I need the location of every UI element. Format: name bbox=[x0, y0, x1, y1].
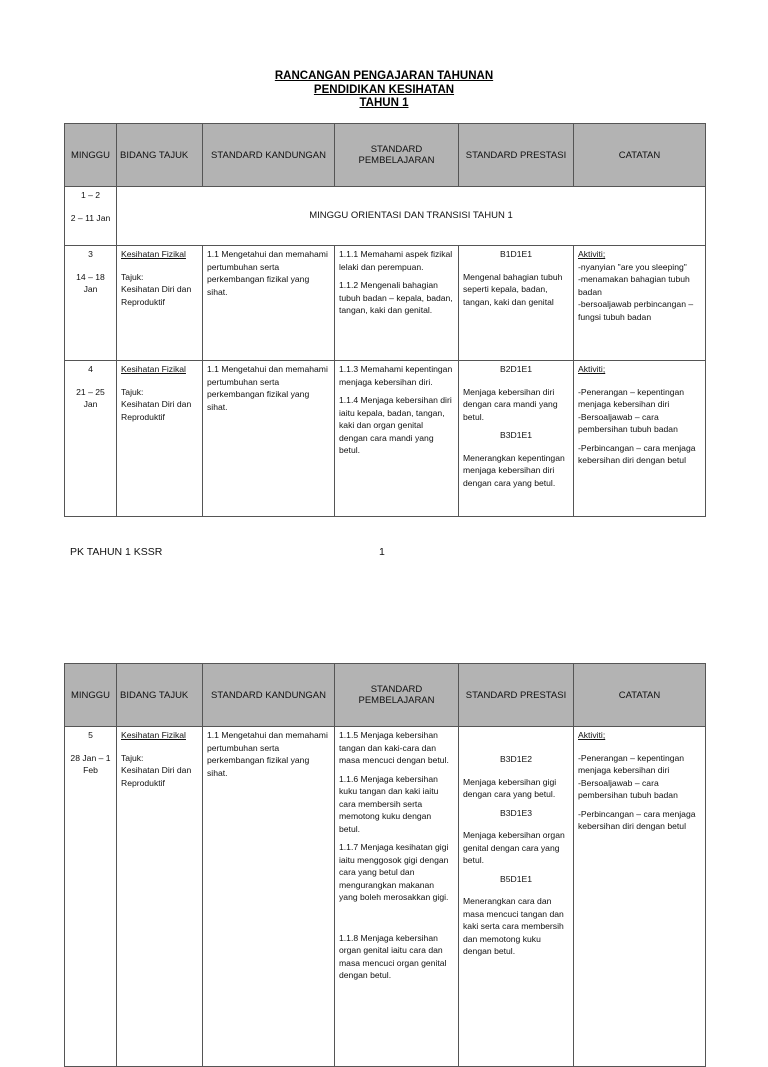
catatan-item: -menamakan bahagian tubuh badan bbox=[578, 274, 690, 297]
table-row-week-4 bbox=[65, 361, 706, 517]
column-header-prestasi: STANDARD PRESTASI bbox=[459, 124, 574, 187]
bidang-cell bbox=[117, 727, 203, 1067]
pembelajaran-cell bbox=[335, 246, 459, 361]
table-header-row bbox=[65, 664, 706, 727]
pembelajaran-item: 1.1.5 Menjaga kebersihan tangan dan kaki-cara dan masa mencuci dengan betul. bbox=[339, 730, 449, 765]
prestasi-cell bbox=[459, 246, 574, 361]
pembelajaran-item: 1.1.8 Menjaga kebersihan organ genital iaitu cara dan masa mencuci organ genital dengan betul. bbox=[339, 932, 447, 980]
week-cell bbox=[65, 727, 117, 1067]
week-dates: 28 Jan – 1 Feb bbox=[70, 752, 111, 775]
catatan-title: Aktiviti; bbox=[578, 364, 606, 374]
catatan-item: -Penerangan – kepentingan menjaga kebersihan diri bbox=[578, 386, 685, 409]
prestasi-text: Menjaga kebersihan organ genital dengan cara yang betul. bbox=[463, 830, 565, 865]
catatan-cell bbox=[574, 727, 706, 1067]
week-cell bbox=[65, 361, 117, 517]
prestasi-text: Mengenal bahagian tubuh seperti kepala, badan, tangan, kaki dan genital bbox=[463, 271, 563, 307]
catatan-item: -Bersoaljawab – cara pembersihan tubuh badan bbox=[578, 411, 678, 434]
week-number: 5 bbox=[88, 730, 93, 740]
bidang-title: Kesihatan Fizikal bbox=[121, 730, 186, 740]
prestasi-code: B3D1E1 bbox=[499, 430, 532, 440]
prestasi-code: B5D1E1 bbox=[499, 873, 532, 884]
kandungan-cell: 1.1 Mengetahui dan memahami pertumbuhan serta perkembangan fizikal yang sihat. bbox=[203, 727, 335, 1067]
pembelajaran-item: 1.1.7 Menjaga kesihatan gigi iaitu menggosok gigi dengan cara yang betul dan mengurangkan makanan yang boleh merosakkan gigi. bbox=[339, 842, 449, 902]
catatan-item: -Perbincangan – cara menjaga kebersihan diri dengan betul bbox=[578, 808, 696, 831]
tajuk-text: Kesihatan Diri dan Reproduktif bbox=[121, 765, 192, 788]
column-header-minggu: MINGGU bbox=[65, 664, 117, 727]
week-dates: 21 – 25 Jan bbox=[76, 386, 105, 409]
prestasi-text: Menerangkan kepentingan menjaga kebersihan diri dengan cara yang betul. bbox=[463, 452, 565, 488]
document-year: TAHUN 1 bbox=[359, 97, 409, 109]
tajuk-label: Tajuk: bbox=[121, 386, 144, 397]
prestasi-cell bbox=[459, 361, 574, 517]
column-header-kandungan: STANDARD KANDUNGAN bbox=[203, 124, 335, 187]
tajuk-text: Kesihatan Diri dan Reproduktif bbox=[121, 284, 192, 307]
column-header-minggu: MINGGU bbox=[65, 124, 117, 187]
bidang-cell bbox=[117, 361, 203, 517]
pembelajaran-item: 1.1.6 Menjaga kebersihan kuku tangan dan kaki iaitu cara membersih serta memotong kuku dengan betul. bbox=[339, 773, 439, 834]
bidang-cell bbox=[117, 246, 203, 361]
week-number: 3 bbox=[88, 249, 93, 259]
orientation-text: MINGGU ORIENTASI DAN TRANSISI TAHUN 1 bbox=[117, 187, 706, 246]
column-header-catatan: CATATAN bbox=[574, 124, 706, 187]
prestasi-code: B1D1E1 bbox=[499, 249, 532, 259]
week-dates: 14 – 18 Jan bbox=[76, 271, 105, 294]
catatan-title: Aktiviti; bbox=[578, 730, 606, 740]
catatan-item: -Penerangan – kepentingan menjaga kebersihan diri bbox=[578, 752, 685, 775]
week-dates: 2 – 11 Jan bbox=[70, 212, 111, 223]
pembelajaran-item: 1.1.1 Memahami aspek fizikal lelaki dan perempuan. bbox=[339, 249, 453, 272]
column-header-kandungan: STANDARD KANDUNGAN bbox=[203, 664, 335, 727]
week-cell bbox=[65, 246, 117, 361]
pembelajaran-cell bbox=[335, 727, 459, 1067]
pembelajaran-cell bbox=[335, 361, 459, 517]
week-cell bbox=[65, 187, 117, 246]
catatan-item: -nyanyian "are you sleeping" bbox=[578, 261, 687, 272]
table-row-week-3 bbox=[65, 246, 706, 361]
pembelajaran-item: 1.1.3 Memahami kepentingan menjaga kebersihan diri. bbox=[339, 364, 453, 387]
catatan-title: Aktiviti; bbox=[578, 249, 606, 259]
catatan-cell bbox=[574, 361, 706, 517]
prestasi-cell bbox=[459, 727, 574, 1067]
column-header-bidang: BIDANG TAJUK bbox=[117, 124, 203, 187]
bidang-title: Kesihatan Fizikal bbox=[121, 249, 186, 259]
column-header-prestasi: STANDARD PRESTASI bbox=[459, 664, 574, 727]
prestasi-code: B3D1E3 bbox=[499, 807, 532, 818]
table-header-row bbox=[65, 124, 706, 187]
catatan-item: -bersoaljawab perbincangan – fungsi tubuh badan bbox=[578, 299, 694, 322]
prestasi-text: Menjaga kebersihan gigi dengan cara yang betul. bbox=[463, 776, 557, 799]
table-row-week-5 bbox=[65, 727, 706, 1067]
prestasi-code: B3D1E2 bbox=[499, 754, 532, 764]
kandungan-cell: 1.1 Mengetahui dan memahami pertumbuhan serta perkembangan fizikal yang sihat. bbox=[203, 361, 335, 517]
document-title: RANCANGAN PENGAJARAN TAHUNAN bbox=[274, 70, 494, 82]
catatan-cell bbox=[574, 246, 706, 361]
footer-label: PK TAHUN 1 KSSR bbox=[70, 546, 163, 558]
prestasi-text: Menjaga kebersihan diri dengan cara mandi yang betul. bbox=[463, 386, 558, 422]
column-header-pembelajaran: STANDARD PEMBELAJARAN bbox=[335, 124, 459, 187]
week-number: 4 bbox=[88, 364, 93, 374]
catatan-item: -Bersoaljawab – cara pembersihan tubuh badan bbox=[578, 777, 678, 800]
document-subtitle: PENDIDIKAN KESIHATAN bbox=[313, 84, 455, 96]
prestasi-code: B2D1E1 bbox=[499, 364, 532, 374]
lesson-plan-table-2 bbox=[64, 663, 706, 1067]
tajuk-label: Tajuk: bbox=[121, 271, 144, 282]
lesson-plan-table-1 bbox=[64, 123, 706, 517]
column-header-pembelajaran: STANDARD PEMBELAJARAN bbox=[335, 664, 459, 727]
tajuk-label: Tajuk: bbox=[121, 752, 144, 763]
pembelajaran-item: 1.1.2 Mengenali bahagian tubuh badan – kepala, badan, tangan, kaki dan genital. bbox=[339, 280, 453, 315]
column-header-catatan: CATATAN bbox=[574, 664, 706, 727]
prestasi-text: Menerangkan cara dan masa mencuci tangan dan kaki serta cara membersih dan memotong kuku dengan betul. bbox=[463, 896, 564, 956]
week-number: 1 – 2 bbox=[80, 190, 101, 200]
pembelajaran-item: 1.1.4 Menjaga kebersihan diri iaitu kepala, badan, tangan, kaki dan organ genital dengan cara mandi yang betul. bbox=[339, 395, 452, 455]
tajuk-text: Kesihatan Diri dan Reproduktif bbox=[121, 399, 192, 422]
bidang-title: Kesihatan Fizikal bbox=[121, 364, 186, 374]
page-number: 1 bbox=[379, 546, 385, 558]
column-header-bidang: BIDANG TAJUK bbox=[117, 664, 203, 727]
table-row-orientation bbox=[65, 187, 706, 246]
catatan-item: -Perbincangan – cara menjaga kebersihan diri dengan betul bbox=[578, 442, 696, 465]
kandungan-cell: 1.1 Mengetahui dan memahami pertumbuhan serta perkembangan fizikal yang sihat. bbox=[203, 246, 335, 361]
